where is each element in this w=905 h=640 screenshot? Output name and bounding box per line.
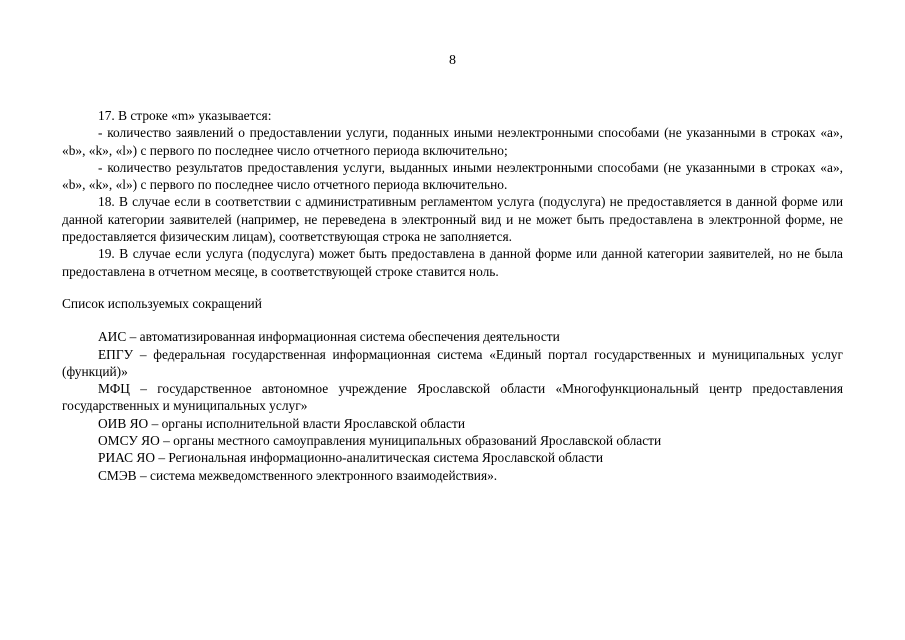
abbreviation-smev: СМЭВ – система межведомственного электронного взаимодействия».	[98, 467, 498, 483]
abbreviations-heading: Список используемых сокращений	[62, 295, 262, 311]
abbreviation-omsu-yao: ОМСУ ЯО – органы местного самоуправления муниципальных образований Ярославской области	[98, 433, 662, 449]
paragraph-17-intro: 17. В строке «m» указывается:	[98, 108, 272, 123]
paragraph-17-item-1: - количество заявлений о предоставлении услуги, поданных иными неэлектронными способами (не указанными в строках «a», «b», «k», «l») с первого по последнее число отчетного периода включительно;	[62, 125, 843, 158]
document-body	[62, 107, 843, 484]
abbreviation-epgu: ЕПГУ – федеральная государственная информационная система «Единый портал государственных и муниципальных услуг (функций)»	[62, 346, 843, 379]
paragraph-17-item-2: - количество результатов предоставления услуги, выданных иными неэлектронными способами (не указанными в строках «a», «b», «k», «l») с первого по последнее число отчетного периода включительно.	[62, 159, 843, 193]
page-number: 8	[449, 53, 456, 68]
abbreviation-ais: АИС – автоматизированная информационная система обеспечения деятельности	[98, 329, 560, 345]
abbreviation-rias-yao: РИАС ЯО – Региональная информационно-аналитическая система Ярославской области	[98, 450, 604, 466]
abbreviation-mfc: МФЦ – государственное автономное учреждение Ярославской области «Многофункциональный центр предоставления государственных и муниципальных услуг»	[62, 381, 843, 414]
paragraph-19: 19. В случае если услуга (подуслуга) может быть предоставлена в данной форме или данной категории заявителей, но не была предоставлена в отчетном месяце, в соответствующей строке ставится ноль.	[62, 246, 843, 279]
paragraph-18: 18. В случае если в соответствии с административным регламентом услуга (подуслуга) не предоставляется в данной форме или данной категории заявителей (например, не переведена в электронный вид и не может быть предоставлена в электронной форме, не предоставляется физическим лицам), соответствующая строка не заполняется.	[62, 194, 843, 245]
abbreviation-oiv-yao: ОИВ ЯО – органы исполнительной власти Ярославской области	[98, 415, 466, 431]
